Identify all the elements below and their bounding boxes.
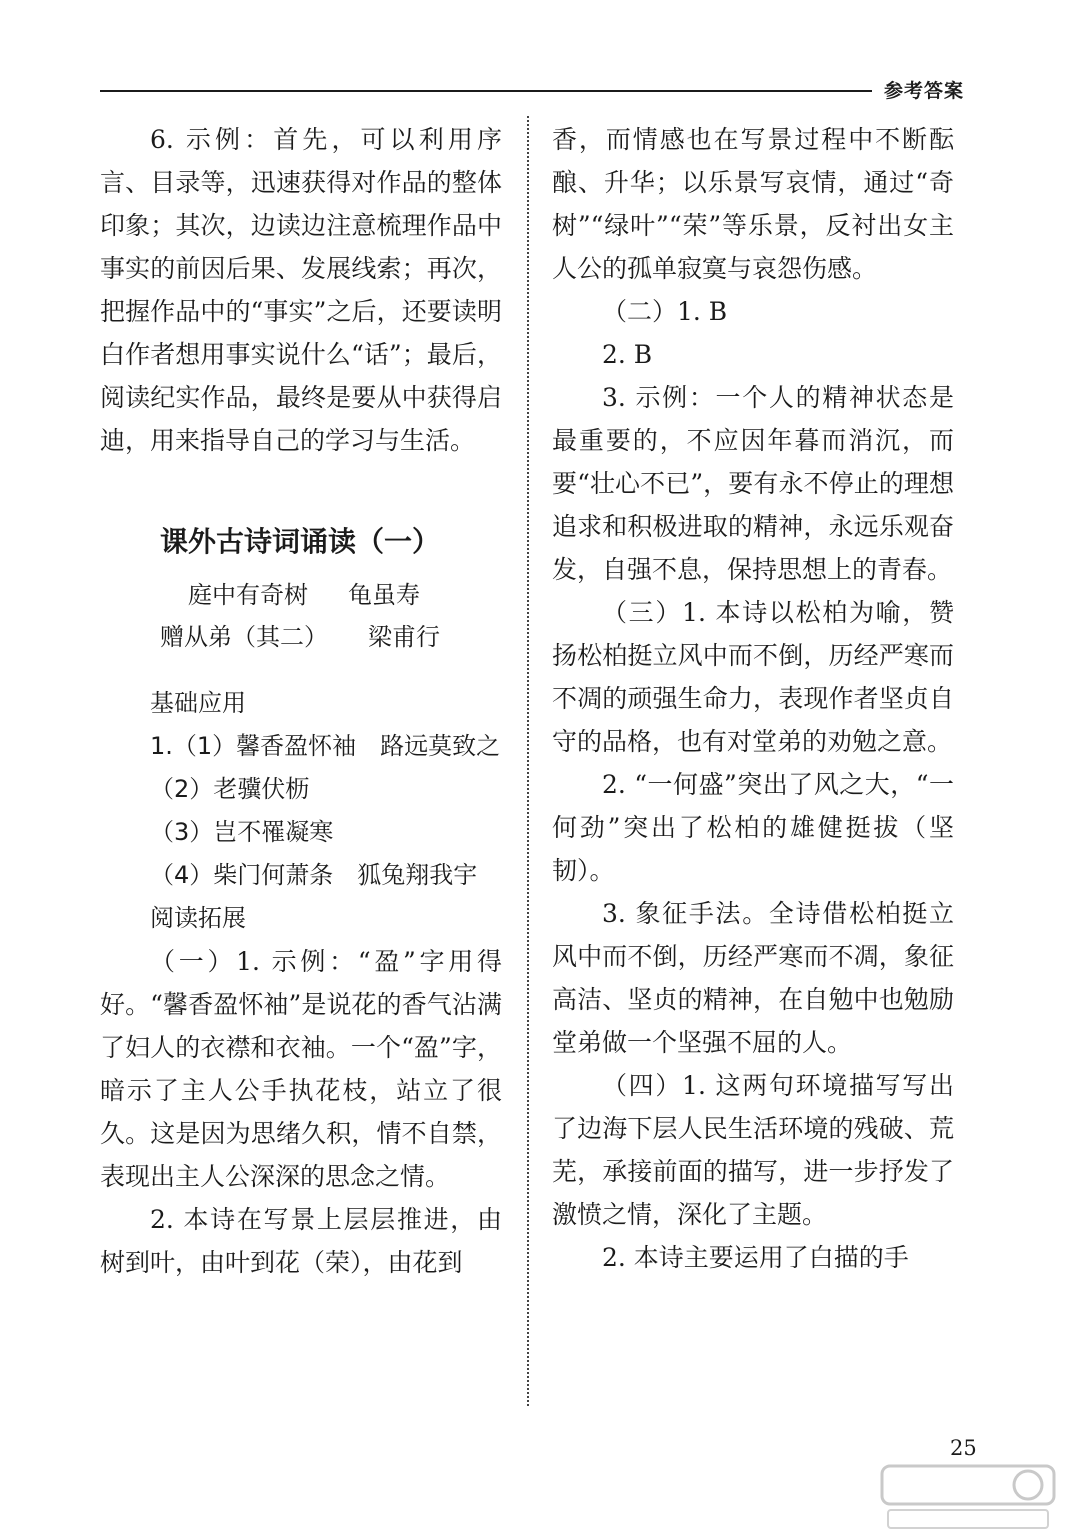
answer-6: 6. 示例：首先，可以利用序言、目录等，迅速获得对作品的整体印象；其次，边读边注意梳理作品中事实的前因后果、发展线索；再次，把握作品中的“事实”之后，还要读明白作者想用事实说什么“话”；最后，阅读纪实作品，最终是要从中获得启迪，用来指导自己的学习与生活。 [100, 125, 502, 455]
header-rule [100, 90, 872, 92]
answer-3-3: 3. 象征手法。全诗借松柏挺立风中而不倒，历经严寒而不凋，象征高洁、坚贞的精神，在自勉中也勉励堂弟做一个坚强不屈的人。 [552, 899, 954, 1057]
answer-4-1: （四）1. 这两句环境描写写出了边海下层人民生活环境的残破、荒芜，承接前面的描写，进一步抒发了激愤之情，深化了主题。 [552, 1071, 954, 1229]
answer-2-3: 3. 示例：一个人的精神状态是最重要的，不应因年暮而消沉，而要“壮心不已”，要有永不停止的理想追求和积极进取的精神，永远乐观奋发，自强不息，保持思想上的青春。 [552, 383, 954, 584]
reading-2-continued: 香，而情感也在写景过程中不断酝酿、升华；以乐景写哀情，通过“奇树”“绿叶”“荣”等乐景，反衬出女主人公的孤单寂寞与哀怨伤感。 [552, 125, 954, 283]
reading-2: 2. 本诗在写景上层层推进，由树到叶，由叶到花（荣），由花到 [100, 1205, 502, 1277]
answer-3-1: （三）1. 本诗以松柏为喻，赞扬松柏挺立风中而不倒，历经严寒而不凋的顽强生命力，表现作者坚贞自守的品格，也有对堂弟的劝勉之意。 [552, 598, 954, 756]
basic-4: （4）柴门何萧条 狐兔翔我宇 [150, 861, 478, 889]
basic-3: （3）岂不罹凝寒 [150, 818, 334, 846]
section-title: 课外古诗词诵读（一） [160, 525, 441, 558]
reading-heading: 阅读拓展 [150, 904, 246, 932]
answer-4-2: 2. 本诗主要运用了白描的手 [602, 1243, 909, 1272]
basic-1: 1.（1）馨香盈怀袖 路远莫致之 [150, 732, 501, 760]
page-number: 25 [950, 1436, 977, 1460]
reading-1: （一）1. 示例：“盈”字用得好。“馨香盈怀袖”是说花的香气沾满了妇人的衣襟和衣袖。一个“盈”字，暗示了主人公手执花枝，站立了很久。这是因为思绪久积，情不自禁，表现出主人公深深的思念之情。 [100, 947, 502, 1191]
poem2-author: 梁甫行 [368, 623, 440, 651]
basic-2: （2）老骥伏枥 [150, 775, 310, 803]
column-divider [527, 116, 529, 1406]
answer-2-2: 2. B [602, 340, 653, 369]
poem1-title: 庭中有奇树 [188, 581, 308, 609]
poem2-title: 赠从弟（其二） [160, 623, 328, 651]
answer-2-1: （二）1. B [602, 297, 728, 326]
watermark-logo-icon [878, 1462, 1058, 1532]
right-column [552, 118, 954, 1279]
poem-line-1 [100, 574, 502, 616]
poem1-author: 龟虽寿 [348, 581, 420, 609]
basic-heading: 基础应用 [150, 689, 246, 717]
left-column [100, 118, 502, 1284]
header-label: 参考答案 [884, 80, 965, 102]
answer-3-2: 2. “一何盛”突出了风之大，“一何劲”突出了松柏的雄健挺拔（坚韧）。 [552, 770, 954, 885]
poem-line-2 [100, 616, 502, 658]
